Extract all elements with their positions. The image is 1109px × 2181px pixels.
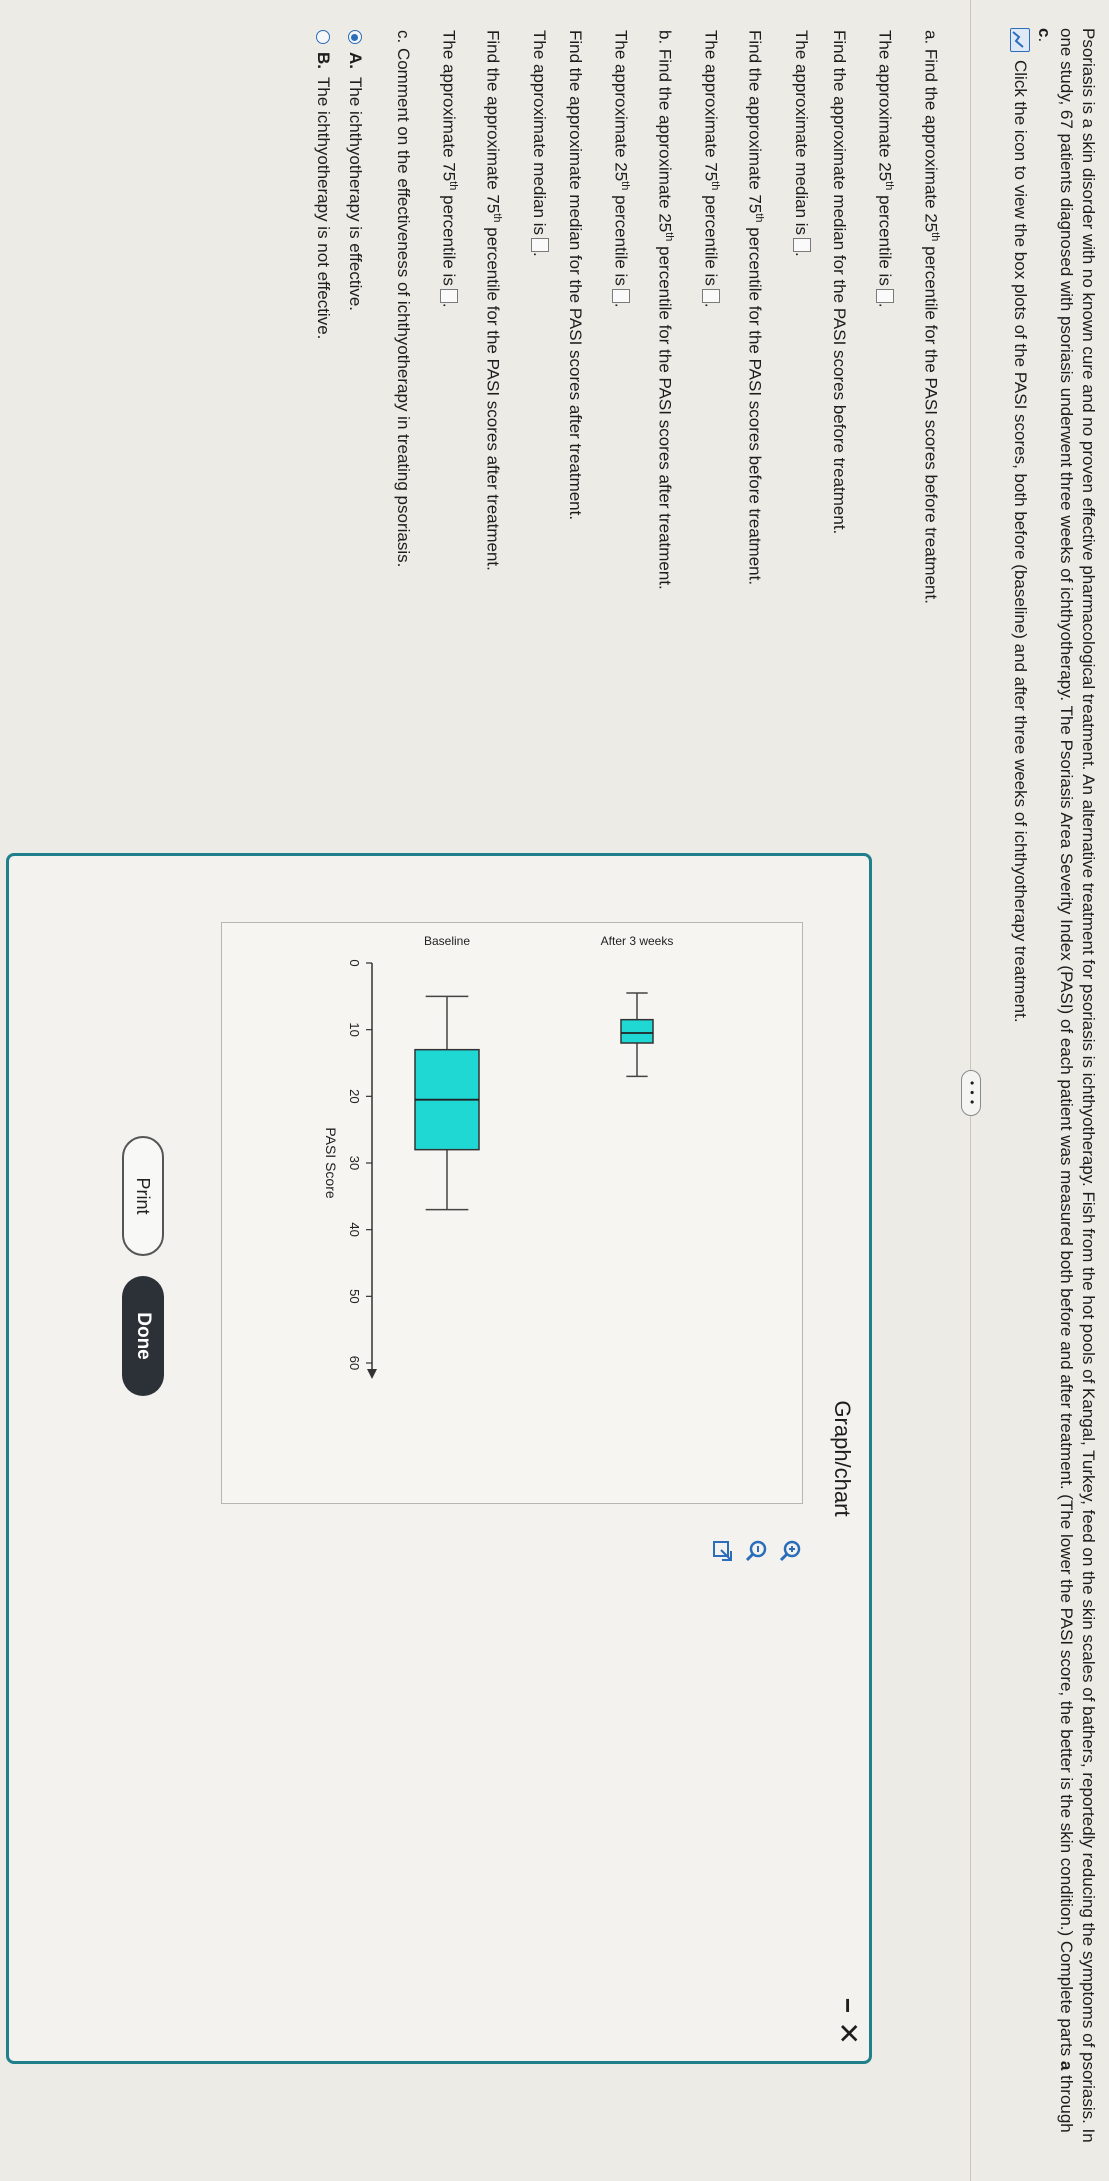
zoom-out-icon[interactable] xyxy=(743,1538,769,1564)
question-c: c. Comment on the effectiveness of ichthyotherapy in treating psoriasis. xyxy=(394,30,413,568)
category-label: Baseline xyxy=(423,934,471,948)
print-button[interactable]: Print xyxy=(122,1136,164,1256)
x-axis-arrow xyxy=(367,1369,377,1379)
option-a[interactable]: A. The ichthyotherapy is effective. xyxy=(345,30,365,311)
answer-b3: The approximate 75th percentile is. xyxy=(439,30,459,308)
question-a3: Find the approximate 75th percentile for the PASI scores before treatment. xyxy=(745,30,765,586)
done-button[interactable]: Done xyxy=(122,1276,164,1396)
dialog-title: Graph/chart xyxy=(830,1400,855,1517)
question-b1: b. Find the approximate 25th percentile for the PASI scores after treatment. xyxy=(655,30,675,590)
close-button[interactable]: ✕ xyxy=(833,2021,864,2045)
helper-text: Click the icon to view the box plots of the PASI scores, both before (baseline) and after three weeks of ichthyotherapy treatment. xyxy=(1011,60,1030,1023)
boxplot-chart xyxy=(222,923,802,1503)
answer-b1: The approximate 25th percentile is. xyxy=(611,30,631,308)
chart-helper xyxy=(1009,28,1031,2148)
category-label: After 3 weeks xyxy=(600,934,674,948)
answer-a2: The approximate median is. xyxy=(792,30,811,257)
axis-tick-label: 10 xyxy=(347,1022,362,1037)
radio-option-a[interactable] xyxy=(348,30,362,44)
answer-box-a-q25[interactable] xyxy=(876,289,894,303)
intro-text: Psoriasis is a skin disorder with no known cure and no proven effective pharmacological treatment. An alternative treatment for psoriasis is ichthyotherapy. Fish from the hot pools of Kangal, Turkey, feed on the skin scales of bathers, reportedly reducing the symptoms of psoriasis. In one study, 67 patients diagnosed with psoriasis underwent three weeks of ichthyotherapy. The Psoriasis Area Severity Index (PASI) of each patient was measured both before and after treatment. (The lower the PASI score, the better is the skin condition.) Complete parts a through c. xyxy=(1035,28,1098,2143)
answer-box-b-q75[interactable] xyxy=(440,289,458,303)
axis-tick-label: 50 xyxy=(347,1289,362,1304)
axis-tick-label: 20 xyxy=(347,1089,362,1104)
answer-box-a-median[interactable] xyxy=(793,238,811,252)
graph-dialog xyxy=(6,853,872,2064)
answer-a3: The approximate 75th percentile is. xyxy=(701,30,721,308)
box-after xyxy=(621,1020,653,1043)
answer-box-b-q25[interactable] xyxy=(612,289,630,303)
zoom-in-icon[interactable] xyxy=(777,1538,803,1564)
problem-statement xyxy=(1009,28,1099,2148)
answer-box-a-q75[interactable] xyxy=(702,289,720,303)
chart-icon[interactable] xyxy=(1010,28,1030,52)
question-b3: Find the approximate 75th percentile for the PASI scores after treatment. xyxy=(483,30,503,571)
axis-tick-label: 40 xyxy=(347,1222,362,1237)
axis-title: PASI Score xyxy=(323,1127,339,1199)
chart-area xyxy=(221,922,803,1504)
axis-tick-label: 60 xyxy=(347,1355,362,1371)
chart-tools xyxy=(709,1538,803,1564)
answer-a1: The approximate 25th percentile is. xyxy=(875,30,895,308)
axis-tick-label: 30 xyxy=(347,1155,362,1171)
answer-b2: The approximate median is. xyxy=(530,30,549,257)
answer-box-b-median[interactable] xyxy=(531,238,549,252)
open-new-window-icon[interactable] xyxy=(709,1538,735,1564)
option-b[interactable]: B. The ichthyotherapy is not effective. xyxy=(313,30,333,339)
question-b2: Find the approximate median for the PASI scores after treatment. xyxy=(566,30,585,521)
minimize-button[interactable]: − xyxy=(833,1997,863,2013)
question-a2: Find the approximate median for the PASI scores before treatment. xyxy=(830,30,849,535)
question-a1: a. Find the approximate 25th percentile for the PASI scores before treatment. xyxy=(921,30,941,604)
expand-more-button[interactable]: • • • xyxy=(961,1070,981,1116)
radio-option-b[interactable] xyxy=(316,30,330,44)
axis-tick-label: 0 xyxy=(347,959,362,967)
